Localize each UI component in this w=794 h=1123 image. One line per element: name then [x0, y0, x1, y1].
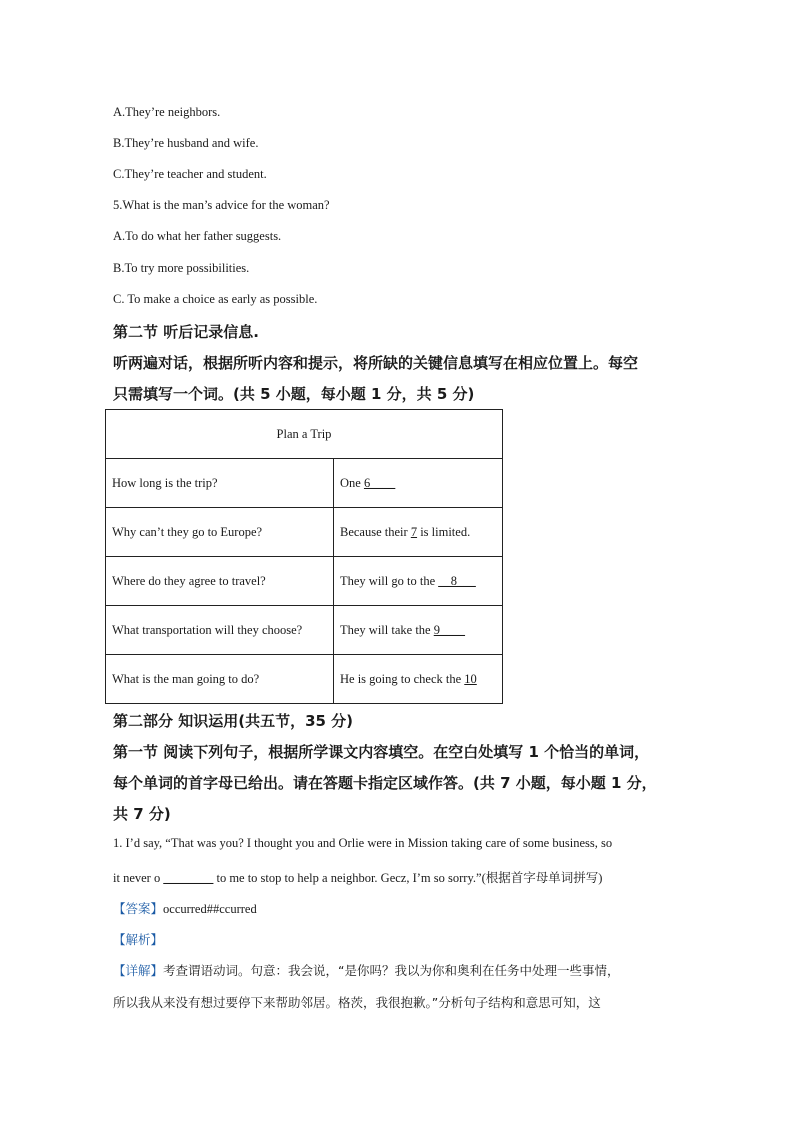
part2-title: 第二部分 知识运用(共五节，35 分): [113, 712, 354, 730]
table-answer: One 6____: [334, 459, 503, 508]
item1-blank: ________: [163, 871, 214, 885]
table-header: Plan a Trip: [106, 410, 503, 459]
part2-sec1-line2: 每个单词的首字母已给出。请在答题卡指定区域作答。(共 7 小题，每小题 1 分，: [113, 774, 657, 792]
table-answer: Because their 7 is limited.: [334, 508, 503, 557]
option-b: B.They’re husband and wife.: [113, 136, 259, 150]
answer-tag: 【答案】: [113, 901, 164, 916]
table-row: [106, 508, 503, 557]
table-question: Why can’t they go to Europe?: [106, 508, 334, 557]
blank-10: 10: [464, 671, 477, 686]
option-a: A.They’re neighbors.: [113, 105, 221, 119]
table-row: [106, 606, 503, 655]
answer-value: occurred##ccurred: [163, 902, 257, 916]
table-answer: He is going to check the 10: [334, 655, 503, 704]
table-question: How long is the trip?: [106, 459, 334, 508]
blank-7: 7: [410, 524, 418, 539]
detail-tag: 【详解】: [113, 963, 164, 978]
detail-line2: 所以我从来没有想过要停下来帮助邻居。格茨，我很抱歉。”分析句子结构和意思可知，这: [113, 995, 601, 1010]
table-answer: They will take the 9____: [334, 606, 503, 655]
table-row: [106, 459, 503, 508]
analysis-tag: 【解析】: [113, 932, 164, 947]
blank-6: 6____: [363, 475, 396, 490]
answer-line: [113, 899, 257, 917]
plan-trip-table: [105, 409, 503, 704]
table-row: [106, 655, 503, 704]
q5-option-c: C. To make a choice as early as possible.: [113, 292, 318, 306]
question-5: 5.What is the man’s advice for the woman?: [113, 198, 330, 212]
q5-option-a: A.To do what her father suggests.: [113, 229, 282, 243]
detail-line1: 【详解】考查谓语动词。句意：我会说，“是你吗？我以为你和奥利在任务中处理一些事情，: [113, 963, 620, 978]
item1-line2: it never o ________ to me to stop to help a neighbor. Gecz, I’m so sorry.”(根据首字母单词拼写): [113, 871, 603, 885]
q5-option-b: B.To try more possibilities.: [113, 261, 250, 275]
option-c: C.They’re teacher and student.: [113, 167, 267, 181]
part2-sec1-line3: 共 7 分): [113, 805, 171, 823]
item1-line1: 1. I’d say, “That was you? I thought you and Orlie were in Mission taking care of some business, so: [113, 836, 613, 850]
part2-sec1-line1: 第一节 阅读下列句子，根据所学课文内容填空。在空白处填写 1 个恰当的单词，: [113, 743, 650, 761]
table-question: What is the man going to do?: [106, 655, 334, 704]
section2-instruction-2: 只需填写一个词。(共 5 小题，每小题 1 分，共 5 分): [113, 385, 475, 403]
blank-8: __8___: [438, 573, 476, 588]
table-row: [106, 557, 503, 606]
table-question: What transportation will they choose?: [106, 606, 334, 655]
table-question: Where do they agree to travel?: [106, 557, 334, 606]
section2-instruction-1: 听两遍对话，根据所听内容和提示，将所缺的关键信息填写在相应位置上。每空: [113, 354, 639, 372]
table-answer: They will go to the __8___: [334, 557, 503, 606]
blank-9: 9____: [433, 622, 465, 637]
section2-title: 第二节 听后记录信息.: [113, 323, 259, 341]
